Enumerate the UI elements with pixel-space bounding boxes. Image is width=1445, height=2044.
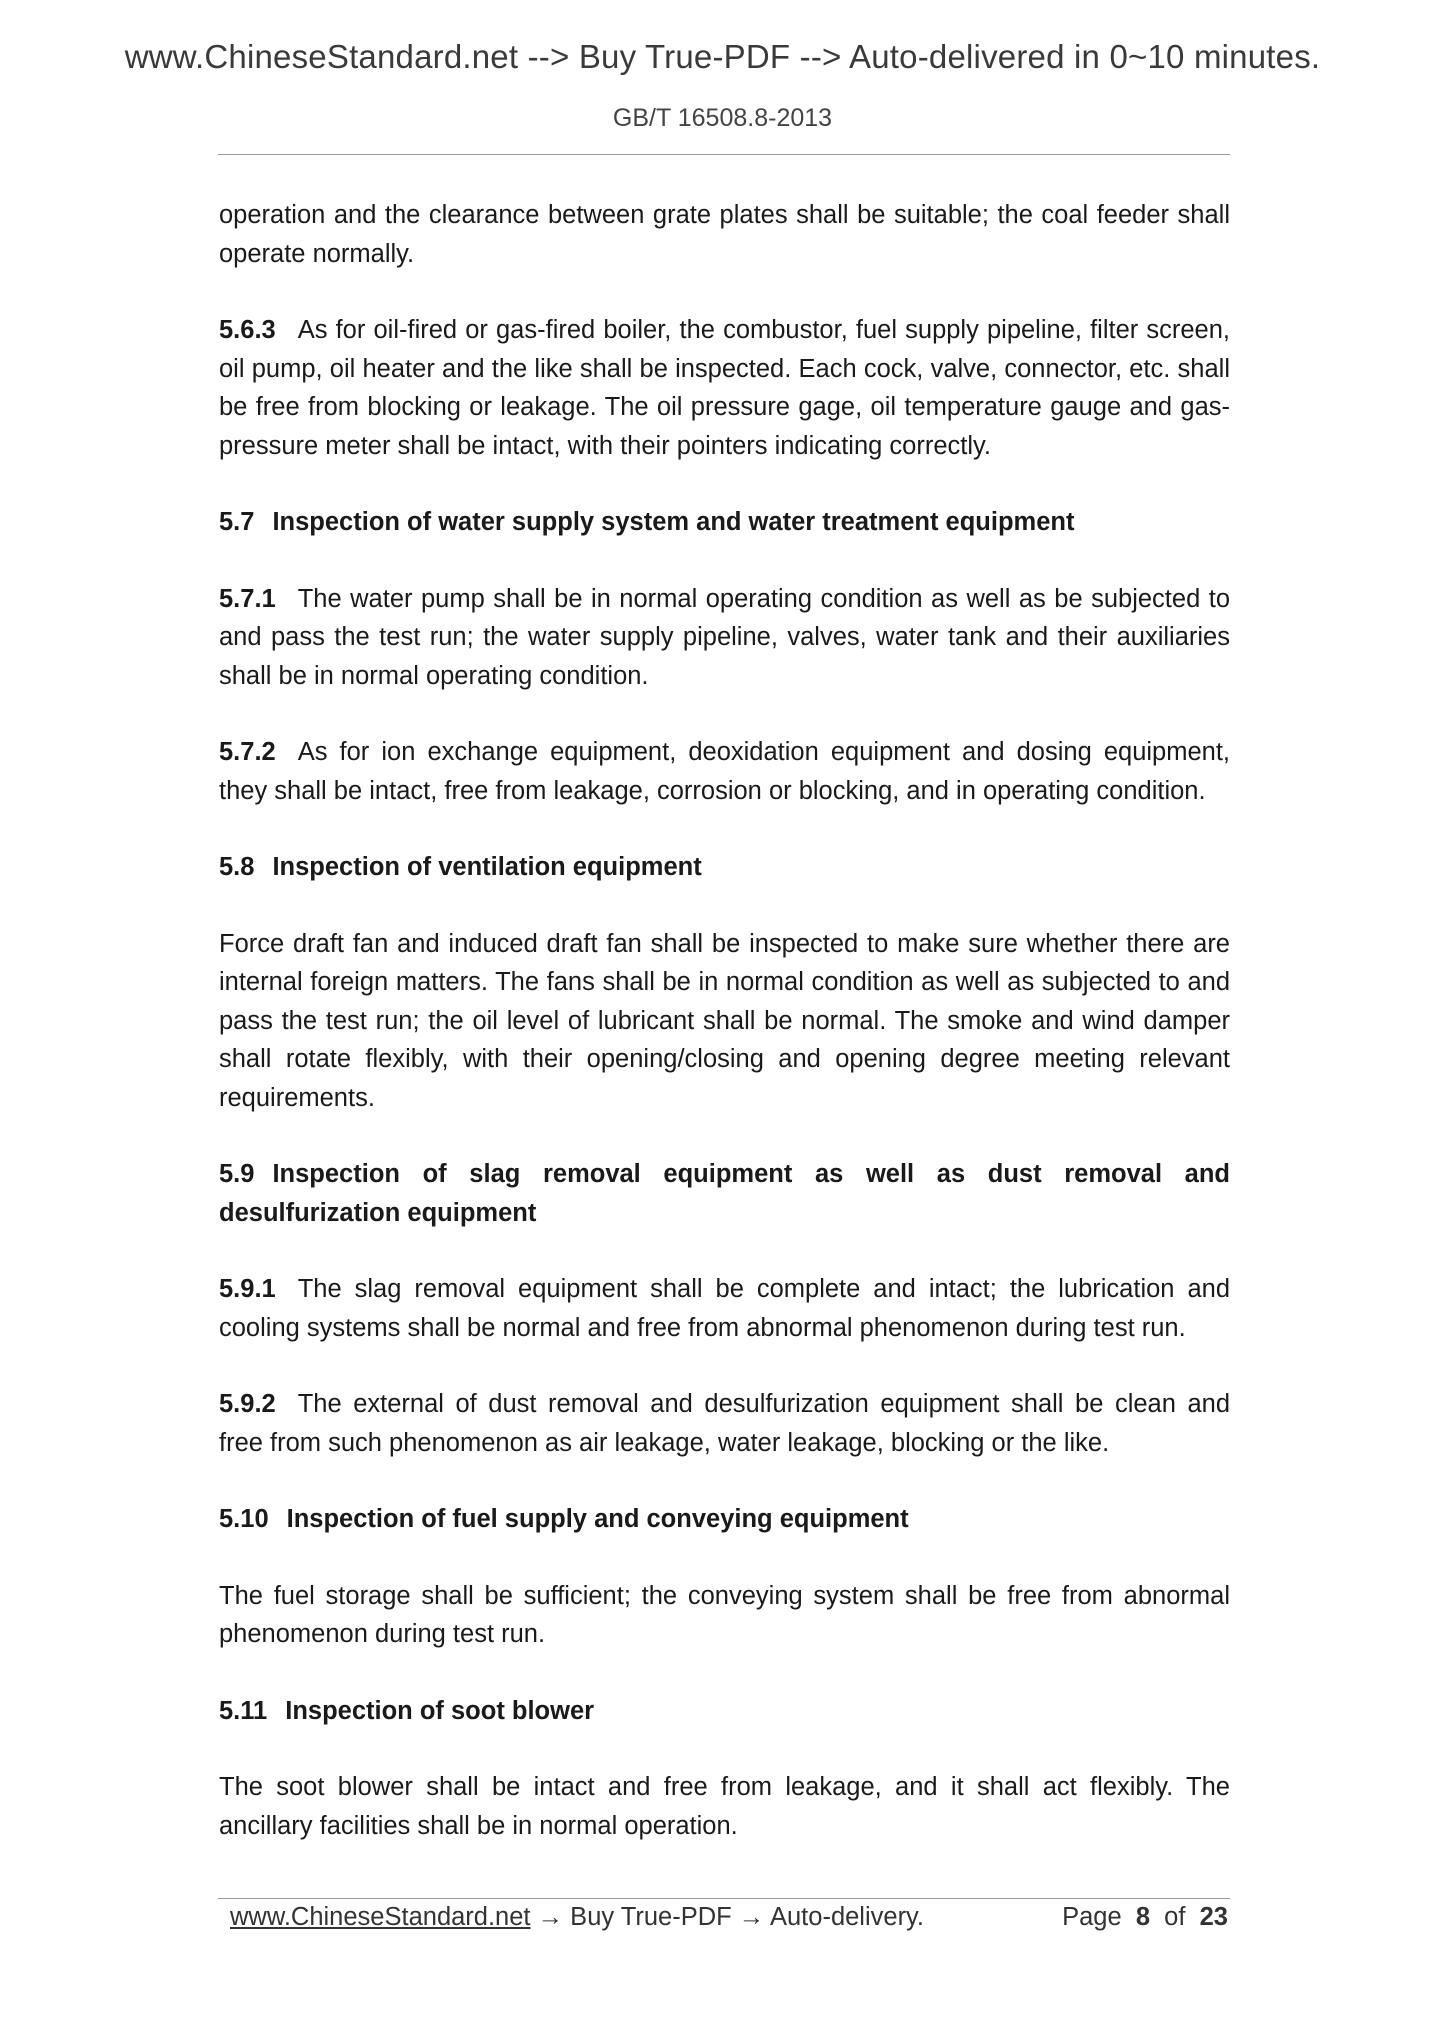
- current-page-number: 8: [1135, 1903, 1150, 1931]
- clause-number: 5.9.2: [219, 1390, 276, 1418]
- clause-5-9-2: [219, 1385, 1230, 1462]
- footer-promo: [230, 1903, 924, 1932]
- section-number: 5.7: [219, 508, 255, 536]
- clause-number: 5.9.1: [219, 1275, 276, 1303]
- section-title: Inspection of soot blower: [285, 1696, 595, 1725]
- clause-5-9-1: [219, 1270, 1230, 1347]
- clause-text: The water pump shall be in normal operating condition as well as be subjected to and pass the test run; the water supply pipeline, valves, water tank and their auxiliaries shall be in normal operating condition.: [219, 584, 1230, 690]
- clause-5-7-1: [219, 580, 1230, 696]
- continued-paragraph: operation and the clearance between grate plates shall be suitable; the coal feeder shall operate normally.: [219, 201, 1230, 268]
- page-body: [219, 196, 1230, 1883]
- paragraph-5-10: The fuel storage shall be sufficient; the conveying system shall be free from abnormal phenomenon during test run.: [219, 1581, 1230, 1648]
- section-heading-5-9: [219, 1155, 1230, 1232]
- section-title: Inspection of slag removal equipment as well as dust removal and desulfurization equipment: [219, 1160, 1230, 1227]
- clause-text: The external of dust removal and desulfurization equipment shall be clean and free from such phenomenon as air leakage, water leakage, blocking or the like.: [219, 1390, 1230, 1457]
- paragraph-5-11: The soot blower shall be intact and free from leakage, and it shall act flexibly. The ancillary facilities shall be in normal operation.: [219, 1773, 1230, 1840]
- clause-number: 5.6.3: [219, 316, 276, 344]
- footer-promo-text: → Buy True-PDF → Auto-delivery.: [530, 1903, 924, 1931]
- section-number: 5.11: [219, 1696, 268, 1725]
- section-heading-5-7: [219, 503, 1230, 542]
- header-divider: [218, 154, 1230, 155]
- section-number: 5.9: [219, 1160, 255, 1188]
- section-number: 5.8: [219, 853, 255, 881]
- document-code: GB/T 16508.8-2013: [612, 104, 833, 132]
- section-title: Inspection of fuel supply and conveying equipment: [286, 1505, 909, 1533]
- paragraph-5-8: Force draft fan and induced draft fan shall be inspected to make sure whether there are internal foreign matters. The fans shall be in normal condition as well as subjected to and pass the test run; the oil level of lubricant shall be normal. The smoke and wind damper shall rotate flexibly, with their opening/closing and opening degree meeting relevant requirements.: [219, 929, 1230, 1112]
- total-pages-number: 23: [1199, 1903, 1228, 1931]
- section-title: Inspection of water supply system and water treatment equipment: [272, 508, 1075, 536]
- clause-text: As for oil-fired or gas-fired boiler, the combustor, fuel supply pipeline, filter screen, oil pump, oil heater and the like shall be inspected. Each cock, valve, connector, etc. shall be free from blocking or leakage. The oil pressure gage, oil temperature gauge and gas-pressure meter shall be intact, with their pointers indicating correctly.: [219, 316, 1230, 460]
- footer-site-link[interactable]: www.ChineseStandard.net: [230, 1903, 531, 1931]
- section-heading-5-10: [219, 1500, 1230, 1539]
- section-title: Inspection of ventilation equipment: [272, 853, 702, 881]
- page-footer: [230, 1903, 1228, 1943]
- clause-5-6-3: [219, 311, 1230, 465]
- clause-text: The slag removal equipment shall be complete and intact; the lubrication and cooling systems shall be normal and free from abnormal phenomenon during test run.: [219, 1275, 1230, 1342]
- page-counter: [1062, 1903, 1228, 1932]
- of-label: of: [1164, 1903, 1186, 1931]
- clause-text: As for ion exchange equipment, deoxidation equipment and dosing equipment, they shall be intact, free from leakage, corrosion or blocking, and in operating condition.: [219, 738, 1230, 805]
- clause-number: 5.7.1: [219, 584, 276, 613]
- section-heading-5-8: [219, 848, 1230, 887]
- site-banner: www.ChineseStandard.net --> Buy True-PDF --> Auto-delivered in 0~10 minutes.: [124, 38, 1321, 75]
- clause-5-7-2: [219, 733, 1230, 810]
- section-number: 5.10: [219, 1505, 269, 1533]
- footer-divider: [218, 1898, 1230, 1899]
- clause-number: 5.7.2: [219, 738, 276, 766]
- page-label: Page: [1062, 1903, 1122, 1931]
- section-heading-5-11: [219, 1692, 1230, 1731]
